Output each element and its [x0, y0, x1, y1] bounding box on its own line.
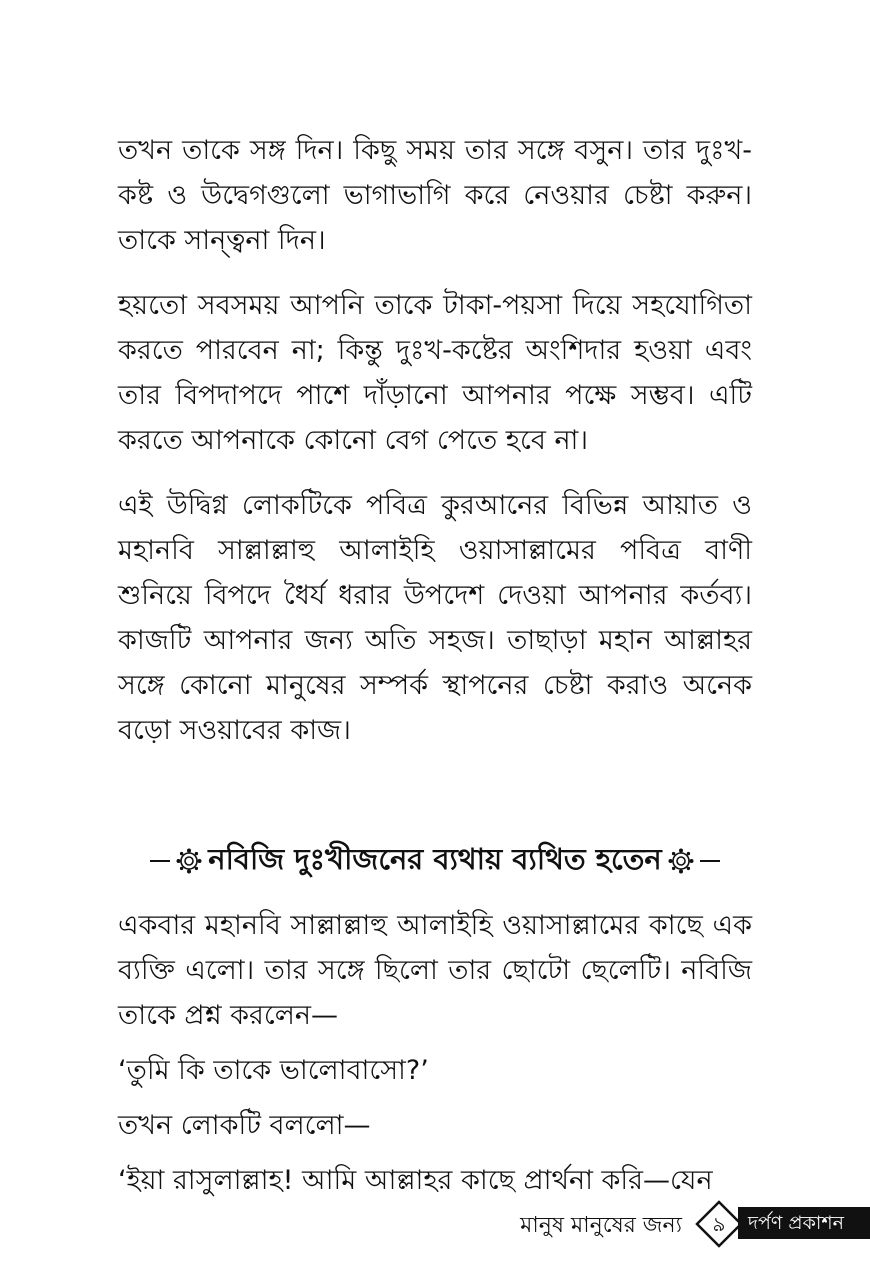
page-footer [0, 1198, 870, 1248]
paragraph-4: একবার মহানবি সাল্লাল্লাহু আলাইহি ওয়াসাল্লামের কাছে এক ব্যক্তি এলো। তার সঙ্গে ছিলো তার ছোটো ছেলেটি। নবিজি তাকে প্রশ্ন করলেন— [118, 910, 752, 1031]
paragraph-3: এই উদ্বিগ্ন লোকটিকে পবিত্র কুরআনের বিভিন্ন আয়াত ও মহানবি সাল্লাল্লাহু আলাইহি ওয়াসাল্লামের পবিত্র বাণী শুনিয়ে বিপদে ধৈর্য ধরার উপদেশ দেওয়া আপনার কর্তব্য। কাজটি আপনার জন্য অতি সহজ। তাছাড়া মহান আল্লাহর সঙ্গে কোনো মানুষের সম্পর্ক স্থাপনের চেষ্টা করাও অনেক বড়ো সওয়াবের কাজ। [118, 490, 752, 746]
heading-rule-right [700, 860, 720, 862]
section-spacer [118, 773, 752, 839]
section-heading [118, 839, 752, 883]
paragraph-1: তখন তাকে সঙ্গ দিন। কিছু সময় তার সঙ্গে বসুন। তার দুঃখ-কষ্ট ও উদ্বেগগুলো ভাগাভাগি করে নেওয়ার চেষ্টা করুন। তাকে সান্ত্বনা দিন। [118, 135, 752, 256]
quote-1: ‘তুমি কি তাকে ভালোবাসো?’ [118, 1055, 429, 1086]
flower-ornament-icon [176, 848, 202, 874]
flower-ornament-icon [668, 848, 694, 874]
heading-rule-left [150, 860, 170, 862]
page-content [118, 128, 752, 1213]
publisher-logo: দর্পণ প্রকাশন [738, 1207, 870, 1239]
paragraph-5: তখন লোকটি বললো— [118, 1110, 371, 1141]
page-number: ৯ [712, 1212, 726, 1236]
section-heading-text: নবিজি দুঃখীজনের ব্যথায় ব্যথিত হতেন [208, 841, 662, 876]
quote-2: ‘ইয়া রাসুলাল্লাহ! আমি আল্লাহর কাছে প্রার্থনা করি—যেন [118, 1165, 713, 1196]
paragraph-2: হয়তো সবসময় আপনি তাকে টাকা-পয়সা দিয়ে সহযোগিতা করতে পারবেন না; কিন্তু দুঃখ-কষ্টের অংশিদার হওয়া এবং তার বিপদাপদে পাশে দাঁড়ানো আপনার পক্ষে সম্ভব। এটি করতে আপনাকে কোনো বেগ পেতে হবে না। [118, 290, 752, 456]
footer-book-title: মানুষ মানুষের জন্য [520, 1213, 682, 1238]
